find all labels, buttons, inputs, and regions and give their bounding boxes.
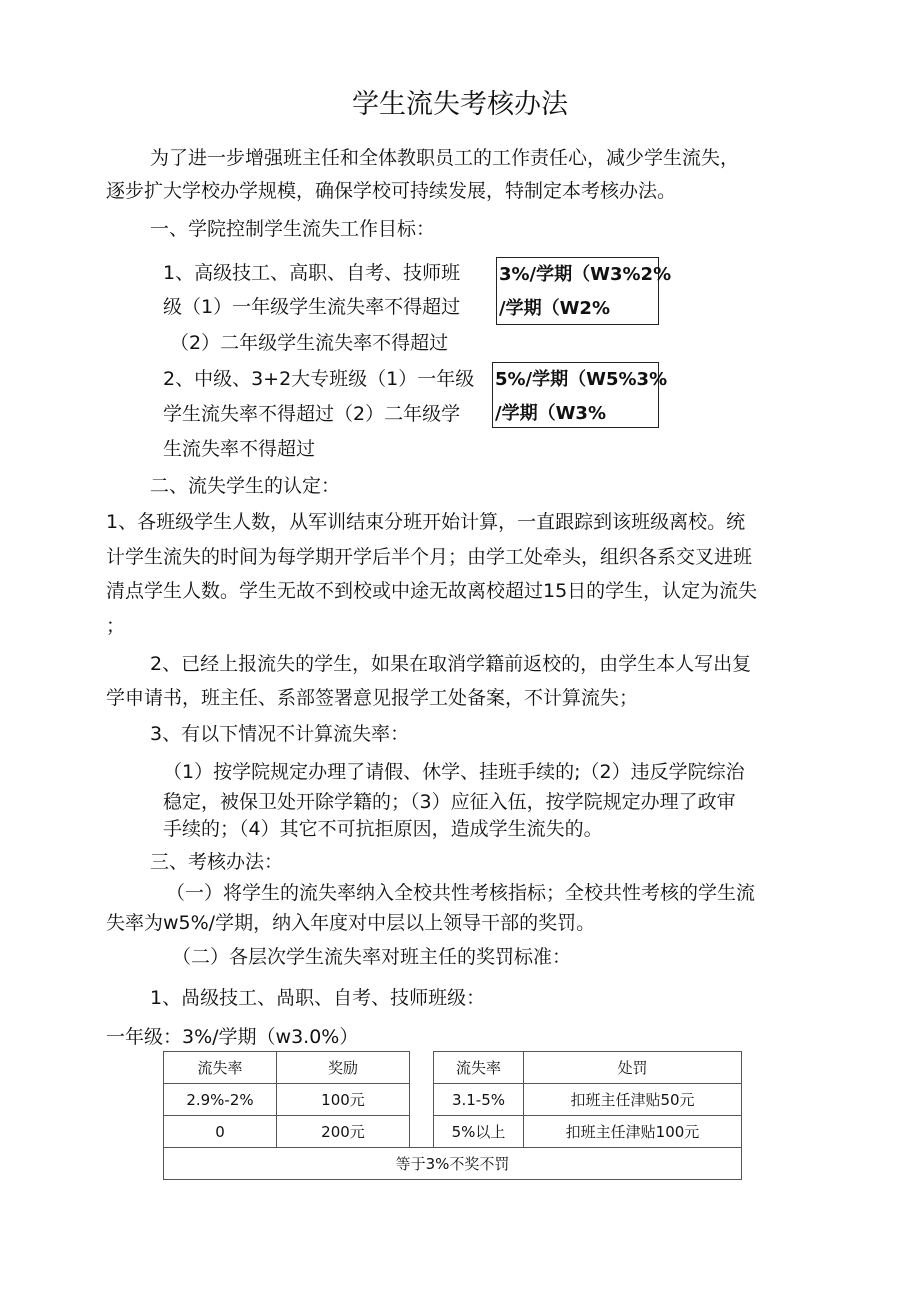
- section1-item1-line3: （2）二年级学生流失率不得超过: [170, 332, 449, 354]
- table-row: [164, 1116, 742, 1148]
- table-gap-cell: [410, 1084, 434, 1116]
- reward-penalty-table: [163, 1051, 742, 1180]
- intro-line-2: 逐步扩大学校办学规模，确保学校可持续发展，特制定本考核办法。: [106, 180, 677, 202]
- section2-p1-line1: 1、各班级学生人数，从军训结束分班开始计算，一直跟踪到该班级离校。统: [106, 511, 746, 533]
- target-box-2-line1: 5%/学期（W5%3%: [495, 369, 668, 390]
- section2-p1-line4: ；: [106, 615, 126, 637]
- table-header-row: [164, 1052, 742, 1084]
- table-gap-cell: [410, 1052, 434, 1084]
- section2-p3-heading: 3、有以下情况不计算流失率：: [150, 723, 410, 745]
- section1-item1-line2: 级（1）一年级学生流失率不得超过: [163, 296, 461, 318]
- section3-p1-line2: 失率为w5%/学期，纳入年度对中层以上领导干部的奖罚。: [106, 912, 596, 934]
- page-title: 学生流失考核办法: [352, 89, 568, 120]
- table-cell: 200元: [277, 1116, 410, 1148]
- section2-p2-line2: 学申请书，班主任、系部签署意见报学工处备案，不计算流失；: [106, 687, 639, 709]
- table-cell: 2.9%-2%: [164, 1084, 277, 1116]
- table-footer-cell: 等于3%不奖不罚: [164, 1148, 742, 1180]
- table-cell: 扣班主任津贴100元: [524, 1116, 742, 1148]
- table-cell: 扣班主任津贴50元: [524, 1084, 742, 1116]
- section2-p3-line1: （1）按学院规定办理了请假、休学、挂班手续的;（2）违反学院综治: [163, 761, 745, 783]
- intro-line-1: 为了进一步增强班主任和全体教职员工的工作责任心，减少学生流失，: [150, 147, 740, 169]
- section1-item2-line1: 2、中级、3+2大专班级（1）一年级: [163, 368, 475, 390]
- section3-p2: （二）各层次学生流失率对班主任的奖罚标准：: [172, 946, 572, 968]
- section3-grade1: 一年级：3%/学期（w3.0%）: [106, 1026, 359, 1048]
- section1-item1-line1: 1、高级技工、高职、自考、技师班: [163, 262, 461, 284]
- section2-p3-line3: 手续的；（4）其它不可抗拒原因，造成学生流失的。: [163, 818, 603, 840]
- section2-p1-line3: 清点学生人数。学生无故不到校或中途无故离校超过15日的学生，认定为流失: [106, 580, 758, 602]
- section1-item2-line2: 学生流失率不得超过（2）二年级学: [163, 403, 461, 425]
- table-cell: 3.1-5%: [434, 1084, 524, 1116]
- section1-heading: 一、学院控制学生流失工作目标：: [150, 218, 436, 240]
- section1-item2-line3: 生流失率不得超过: [163, 438, 316, 460]
- section2-p1-line2: 计学生流失的时间为每学期开学后半个月；由学工处牵头，组织各系交叉进班: [106, 546, 753, 568]
- table-header-cell: 奖励: [277, 1052, 410, 1084]
- table-row: [164, 1084, 742, 1116]
- target-box-2: [492, 362, 668, 428]
- table-gap-cell: [410, 1116, 434, 1148]
- section2-p2-line1: 2、已经上报流失的学生，如果在取消学籍前返校的，由学生本人写出复: [150, 653, 752, 675]
- table-header-cell: 处罚: [524, 1052, 742, 1084]
- table-cell: 5%以上: [434, 1116, 524, 1148]
- table-header-cell: 流失率: [434, 1052, 524, 1084]
- target-box-1-line2: /学期（W2%: [499, 298, 610, 319]
- target-box-1-line1: 3%/学期（W3%2%: [499, 264, 672, 285]
- section3-heading: 三、考核办法：: [150, 851, 284, 873]
- section3-p1-line1: （一）将学生的流失率纳入全校共性考核指标；全校共性考核的学生流: [166, 882, 756, 904]
- table-header-cell: 流失率: [164, 1052, 277, 1084]
- table-cell: 0: [164, 1116, 277, 1148]
- section2-heading: 二、流失学生的认定：: [150, 475, 341, 497]
- table-cell: 100元: [277, 1084, 410, 1116]
- table-footer-row: [164, 1148, 742, 1180]
- target-box-2-line2: /学期（W3%: [495, 403, 606, 424]
- section3-sub1: 1、咼级技工、咼职、自考、技师班级：: [150, 987, 486, 1009]
- section2-p3-line2: 稳定，被保卫处开除学籍的；（3）应征入伍，按学院规定办理了政审: [163, 791, 736, 813]
- target-box-1: [496, 257, 672, 325]
